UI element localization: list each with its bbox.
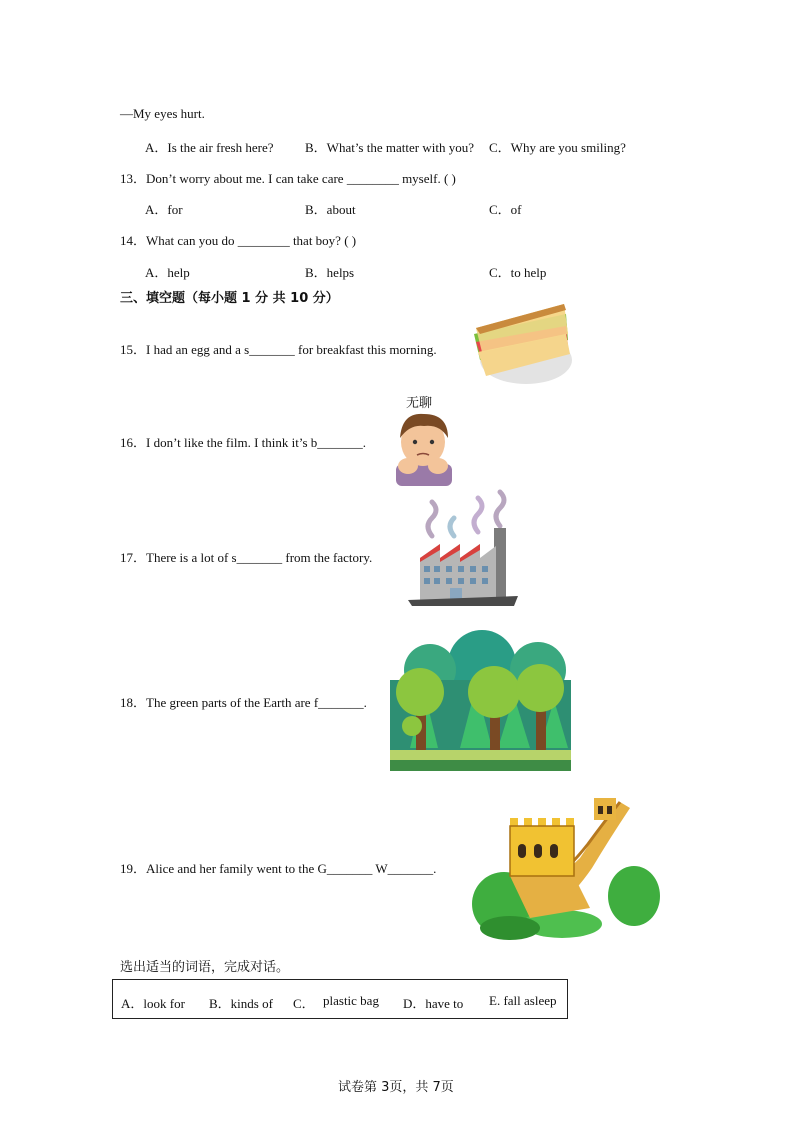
dialogue-instruction: 选出适当的词语，完成对话。: [120, 960, 290, 975]
choice-d: D．have to: [403, 996, 464, 1011]
q16-stem: 16．I don’t like the film. I think it’s b_______.: [120, 435, 367, 450]
sandwich-image: [468, 300, 572, 386]
page-footer: 试卷第 3页，共 7页: [338, 1080, 454, 1095]
q18-stem: 18．The green parts of the Earth are f_______.: [120, 695, 367, 710]
section-3-title: 三、填空题（每小题 1 分 共 10 分）: [120, 291, 339, 306]
q13-option-a[interactable]: A．for: [145, 202, 183, 217]
boredom-caption: 无聊: [406, 396, 433, 411]
great-wall-image: [470, 788, 660, 942]
word-choice-box: [112, 979, 568, 1019]
q12-option-a[interactable]: A．Is the air fresh here?: [145, 140, 274, 155]
q12-option-c[interactable]: C．Why are you smiling?: [489, 140, 626, 155]
q13-option-b[interactable]: B．about: [305, 202, 356, 217]
q14-option-b[interactable]: B．helps: [305, 265, 355, 280]
q17-stem: 17．There is a lot of s_______ from the factory.: [120, 550, 373, 565]
q12-answer-line: —My eyes hurt.: [120, 106, 205, 121]
q13-stem: 13．Don’t worry about me. I can take care ________ myself. ( ): [120, 171, 456, 186]
q12-option-b[interactable]: B．What’s the matter with you?: [305, 140, 474, 155]
q14-option-c[interactable]: C．to help: [489, 265, 547, 280]
q14-stem: 14．What can you do ________ that boy? ( ): [120, 233, 357, 248]
factory-image: [406, 496, 520, 606]
choice-b: B．kinds of: [209, 996, 273, 1011]
forest-image: [390, 630, 571, 771]
choice-e: E. fall asleep: [489, 993, 557, 1008]
q15-stem: 15．I had an egg and a s_______ for breakfast this morning.: [120, 342, 437, 357]
choice-c-letter: C．: [293, 996, 315, 1011]
q14-option-a[interactable]: A．help: [145, 265, 190, 280]
choice-a: A．look for: [121, 996, 185, 1011]
q19-stem: 19．Alice and her family went to the G_______ W_______.: [120, 861, 437, 876]
bored-boy-image: [390, 408, 456, 486]
q13-option-c[interactable]: C．of: [489, 202, 522, 217]
choice-c: plastic bag: [323, 993, 379, 1008]
